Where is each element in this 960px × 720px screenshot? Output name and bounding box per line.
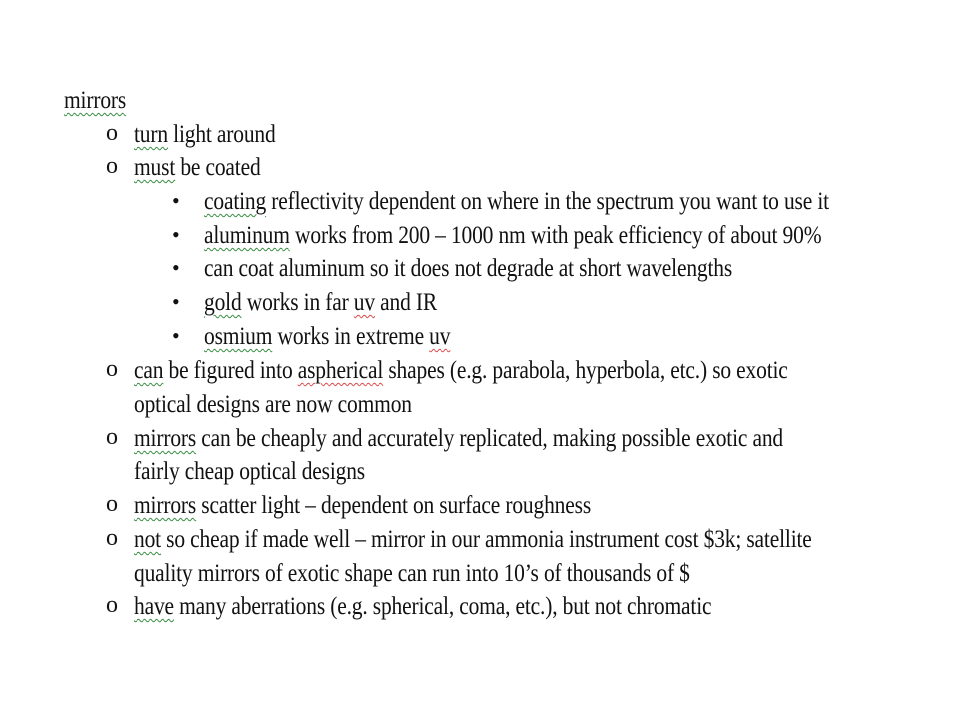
list-marker-o: o <box>106 525 118 551</box>
bullet-icon: • <box>172 188 180 213</box>
text-segment: gold <box>204 289 242 316</box>
list-item <box>204 221 821 251</box>
text-segment: have <box>134 593 174 620</box>
text-segment: reflectivity dependent on where in the spectrum you want to use it <box>266 188 829 215</box>
list-item <box>134 592 711 622</box>
text-segment: uv <box>353 289 375 316</box>
heading-text: mirrors <box>64 87 127 114</box>
list-item <box>204 187 829 217</box>
list-marker-o: o <box>106 153 118 179</box>
text-segment: many aberrations (e.g. spherical, coma, etc.), but not chromatic <box>173 593 712 620</box>
text-segment: and IR <box>374 289 438 316</box>
text-segment: scatter light – dependent on surface roughness <box>196 492 592 519</box>
list-item <box>134 491 591 521</box>
list-item-continuation <box>134 390 412 420</box>
list-item <box>134 525 812 555</box>
list-item <box>204 254 732 284</box>
list-marker-o: o <box>106 120 118 146</box>
text-segment: mirrors <box>134 425 197 452</box>
list-item-continuation <box>134 457 365 487</box>
list-item <box>134 153 261 183</box>
bullet-icon: • <box>172 222 180 247</box>
text-segment: light around <box>167 121 276 148</box>
text-segment: works from 200 – 1000 nm with peak efficiency of about 90% <box>289 222 822 249</box>
text-segment: so cheap if made well – mirror in our ammonia instrument cost $3k; satellite <box>160 526 812 553</box>
heading <box>64 86 126 116</box>
bullet-icon: • <box>172 255 180 280</box>
bullet-icon: • <box>172 323 180 348</box>
text-segment: osmium <box>204 323 273 350</box>
text-segment: turn <box>134 121 168 148</box>
text-segment: fairly cheap optical designs <box>134 458 366 485</box>
text-segment: must <box>134 154 176 181</box>
text-segment: aluminum <box>204 222 290 249</box>
list-item <box>134 120 276 150</box>
text-segment: quality mirrors of exotic shape can run into 10’s of thousands of $ <box>134 560 690 587</box>
text-segment: optical designs are now common <box>134 391 412 418</box>
text-segment: mirrors <box>134 492 197 519</box>
text-segment: can <box>134 357 164 384</box>
list-marker-o: o <box>106 592 118 618</box>
text-segment: shapes (e.g. parabola, hyperbola, etc.) so exotic <box>383 357 788 384</box>
list-marker-o: o <box>106 424 118 450</box>
text-segment: coating <box>204 188 267 215</box>
list-item <box>134 424 783 454</box>
list-item <box>204 322 450 352</box>
text-segment: not <box>134 526 161 553</box>
text-segment: can coat aluminum so it does not degrade at short wavelengths <box>204 255 733 282</box>
text-segment: uv <box>429 323 451 350</box>
text-segment: can be cheaply and accurately replicated, making possible exotic and <box>196 425 783 452</box>
list-item-continuation <box>134 559 690 589</box>
text-segment: be figured into <box>163 357 298 384</box>
text-segment: works in far <box>241 289 354 316</box>
text-segment: be coated <box>175 154 261 181</box>
text-segment: aspherical <box>297 357 384 384</box>
list-marker-o: o <box>106 491 118 517</box>
text-segment: works in extreme <box>272 323 430 350</box>
list-item <box>134 356 788 386</box>
bullet-icon: • <box>172 289 180 314</box>
list-item <box>204 288 437 318</box>
list-marker-o: o <box>106 356 118 382</box>
